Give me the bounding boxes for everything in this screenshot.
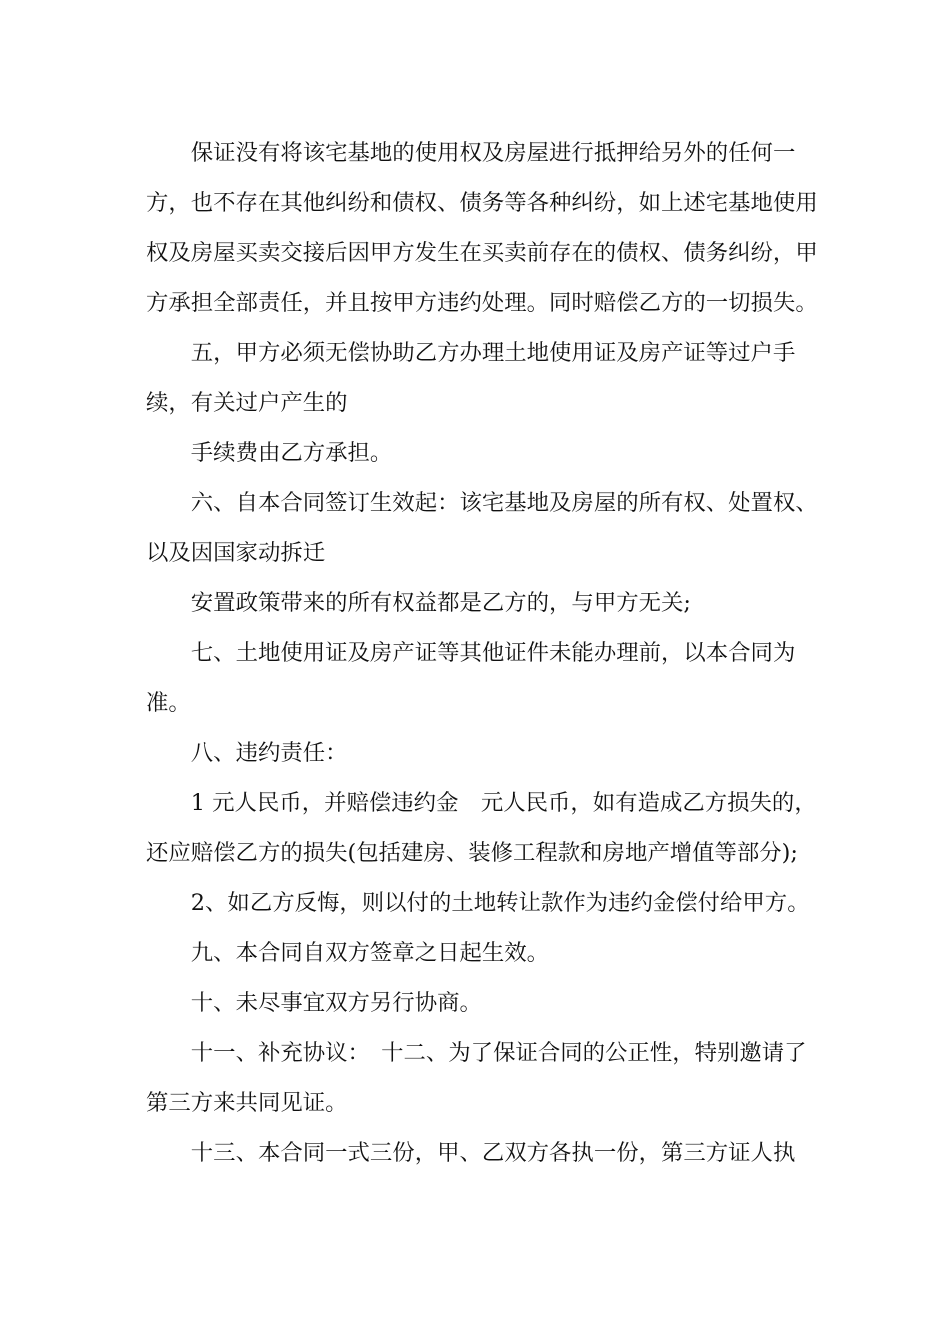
paragraph-clause-13: 十三、本合同一式三份，甲、乙双方各执一份，第三方证人执 (190, 1140, 796, 1166)
paragraph-clause-8-item-1: 1 元人民币，并赔偿违约金 元人民币，如有造成乙方损失的，还应赔偿乙方的损失(包括建房、装修工程款和房地产增值等部分); (146, 790, 817, 866)
paragraph-clause-5-continued: 手续费由乙方承担。 (190, 440, 393, 466)
paragraph-guarantee: 保证没有将该宅基地的使用权及房屋进行抵押给另外的任何一方，也不存在其他纠纷和债权、债务等各种纠纷，如上述宅基地使用权及房屋买卖交接后因甲方发生在买卖前存在的债权、债务纠纷，甲方承担全部责任，并且按甲方违约处理。同时赔偿乙方的一切损失。 (146, 140, 818, 316)
paragraph-clause-8-heading: 八、违约责任： (190, 740, 348, 766)
paragraph-clause-6: 六、自本合同签订生效起：该宅基地及房屋的所有权、处置权、以及因国家动拆迁 (146, 490, 818, 566)
paragraph-clause-7: 七、土地使用证及房产证等其他证件未能办理前，以本合同为准。 (146, 640, 796, 716)
paragraph-clause-10: 十、未尽事宜双方另行协商。 (190, 990, 482, 1016)
paragraph-clause-5: 五，甲方必须无偿协助乙方办理土地使用证及房产证等过户手续，有关过户产生的 (146, 340, 796, 416)
paragraph-clause-8-item-2: 2、如乙方反悔，则以付的土地转让款作为违约金偿付给甲方。 (190, 890, 810, 916)
paragraph-clause-11-12: 十一、补充协议： 十二、为了保证合同的公正性，特别邀请了第三方来共同见证。 (146, 1040, 807, 1116)
contract-text (146, 128, 826, 1178)
paragraph-clause-6-continued: 安置政策带来的所有权益都是乙方的，与甲方无关; (190, 590, 691, 616)
paragraph-clause-9: 九、本合同自双方签章之日起生效。 (190, 940, 550, 966)
